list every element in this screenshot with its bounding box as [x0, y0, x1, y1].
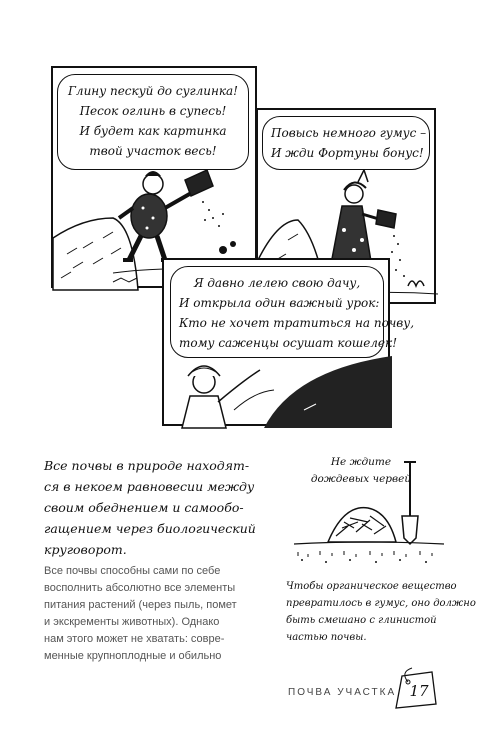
body-line: питания растений (через пыль, помет — [44, 599, 237, 611]
intro-line: ся в некоем равновесии между — [44, 479, 255, 494]
page-number: 17 — [409, 682, 429, 700]
speech-line: Песок оглинь в супесь! — [79, 104, 227, 118]
speech-line: Кто не хочет тратиться на почву, — [179, 316, 415, 330]
intro-line: Все почвы в природе находят- — [44, 458, 250, 473]
comic-panel-3 — [162, 258, 415, 426]
speech-line: Я давно лелею свою дачу, — [193, 276, 361, 290]
page-tag — [392, 670, 438, 710]
speech-line: твой участок весь! — [89, 144, 217, 158]
intro-line: гащением через биологический — [44, 521, 256, 536]
section-title: ПОЧВА УЧАСТКА — [288, 687, 397, 698]
body-line: Все почвы способны сами по себе — [44, 565, 221, 577]
sidebar-heading-line: Не ждите — [330, 456, 392, 468]
sidebar-note-line: частью почвы. — [286, 632, 367, 643]
intro-text — [44, 455, 264, 560]
body-line: менные крупноплодные и обильно — [44, 650, 222, 662]
sidebar-note-line: быть смешано с глинистой — [286, 615, 437, 626]
speech-bubble-3 — [170, 266, 415, 358]
comic-panel-1 — [51, 66, 257, 288]
sidebar-note — [286, 578, 476, 646]
body-line: нам этого может не хватать: совре- — [44, 633, 225, 645]
speech-bubble-2 — [262, 116, 430, 170]
compost-pile-illustration — [284, 456, 454, 566]
body-line: и экскременты животных). Однако — [44, 616, 220, 628]
speech-bubble-1 — [57, 74, 249, 170]
body-line: восполнить абсолютно все элементы — [44, 582, 236, 594]
intro-line: круговорот. — [44, 542, 127, 557]
speech-line: Глину пескуй до суглинка! — [67, 84, 239, 98]
speech-line: Повысь немного гумус – — [271, 126, 427, 140]
speech-line: тому саженцы осушат кошелек! — [179, 336, 398, 350]
sidebar-note-line: превратилось в гумус, оно должно — [286, 598, 476, 609]
speech-line: И будет как картинка — [79, 124, 227, 138]
sidebar-note-line: Чтобы органическое вещество — [286, 581, 457, 592]
body-text — [44, 563, 264, 665]
intro-line: своим обеднением и самообо- — [44, 500, 244, 515]
speech-line: И открыла один важный урок: — [179, 296, 380, 310]
speech-line: И жди Фортуны бонус! — [271, 146, 424, 160]
sidebar-heading-line: дождевых червей — [310, 473, 412, 485]
